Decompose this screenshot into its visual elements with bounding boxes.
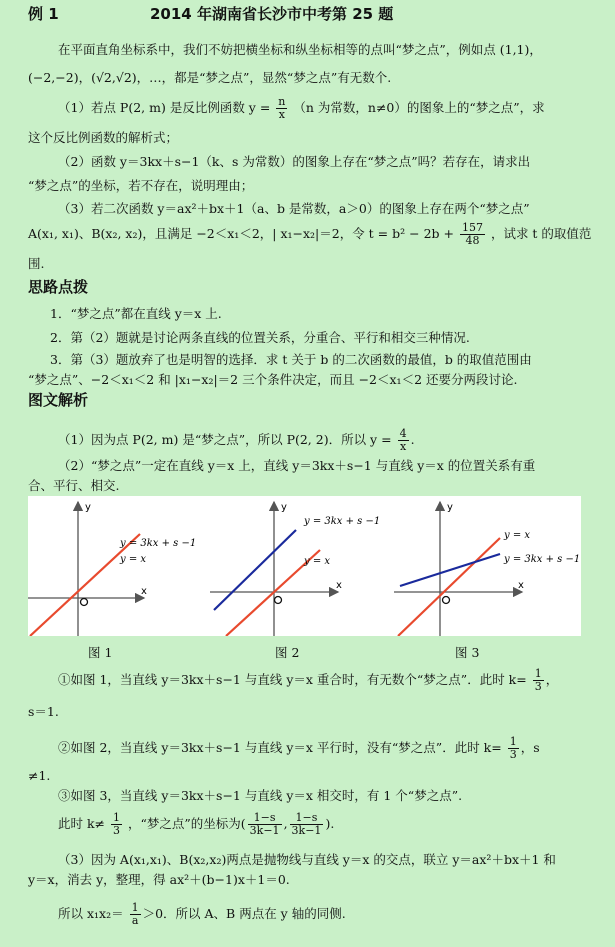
solution-1 [0, 428, 615, 453]
fraction: $\frac{1-s}{3k-1}$ [291, 811, 322, 837]
solution-3-cont: y＝x，消去 y，整理，得 ax²＋(b−1)x＋1＝0. [28, 872, 290, 887]
solution-heading: 图文解析 [28, 391, 89, 409]
axis-label-x: x [141, 586, 147, 597]
solution-3-text: 所以 x₁x₂＝ [58, 906, 124, 921]
problem-intro-1: 在平面直角坐标系中，我们不妨把横坐标和纵坐标相等的点叫“梦之点”，例如点 (1,1)， [58, 42, 542, 57]
comma: , [283, 816, 288, 831]
yx-label: y = x [120, 554, 147, 565]
origin-marker [443, 597, 450, 604]
problem-intro-2: (−2,−2)，(√2,√2)，…，都是“梦之点”，显然“梦之点”有无数个. [28, 70, 392, 85]
case-2-end: ，s [520, 740, 540, 755]
origin-marker [81, 599, 88, 606]
yx-label: y = x [304, 556, 331, 567]
solution-3-text-2: ＞0．所以 A、B 两点在 y 轴的同侧. [142, 906, 346, 921]
case-1 [0, 668, 615, 693]
fraction: $\frac{1}{3}$ [113, 811, 121, 837]
question-3-end: 围. [28, 256, 45, 271]
question-1-cont: 这个反比例函数的解析式； [28, 130, 179, 145]
figure-panel [28, 496, 581, 636]
fraction: $\frac{n}{x}$ [278, 95, 286, 121]
hint-3-cont: “梦之点”、−2＜x₁＜2 和 |x₁−x₂|＝2 三个条件决定，而且 −2＜x₁＜2 还要分两段讨论. [28, 372, 518, 387]
line-label: y = 3kx + s −1 [120, 538, 197, 549]
fraction: $\frac{157}{48}$ [461, 221, 483, 247]
axis-label-y: y [281, 502, 287, 513]
axis-label-x: x [336, 580, 342, 591]
fraction: $\frac{1-s}{3k-1}$ [249, 811, 280, 837]
case-3-text: 此时 k≠ [58, 816, 106, 831]
yx-label: y = x [504, 530, 531, 541]
axis-label-x: x [518, 580, 524, 591]
case-3-text-2: ，“梦之点”的坐标为( [128, 816, 246, 831]
hints-heading: 思路点拨 [28, 278, 89, 296]
solution-1-text: （1）因为点 P(2, m) 是“梦之点”，所以 P(2, 2)．所以 y = [58, 432, 392, 447]
origin-marker [275, 597, 282, 604]
fraction: $\frac{1}{3}$ [509, 735, 517, 761]
solution-2-cont: 合、平行、相交. [28, 478, 120, 493]
figure-1-caption: 图 1 [88, 645, 113, 660]
line-y-equals-x [398, 538, 500, 636]
figure-2-caption: 图 2 [275, 645, 300, 660]
question-1-text: （1）若点 P(2, m) 是反比例函数 y = [58, 100, 271, 115]
question-3: （3）若二次函数 y＝ax²＋bx＋1（a、b 是常数，a＞0）的图象上存在两个“梦之点” [58, 201, 530, 216]
case-3-cont [0, 812, 615, 837]
hint-2: 2．第（2）题就是讨论两条直线的位置关系，分重合、平行和相交三种情况. [50, 330, 470, 345]
line-y-equals-x [30, 534, 140, 636]
figure-1 [28, 496, 581, 636]
question-2-cont: “梦之点”的坐标，若不存在，说明理由； [28, 178, 254, 193]
case-2-cont: ≠1. [28, 768, 51, 783]
case-1-cont: s＝1. [28, 704, 59, 719]
axis-label-y: y [447, 502, 453, 513]
question-1-text-2: （n 为常数，n≠0）的图象上的“梦之点”，求 [293, 100, 545, 115]
fraction: $\frac{1}{a}$ [131, 901, 139, 927]
case-3-end: ). [325, 816, 335, 831]
case-1-end: ， [545, 672, 559, 687]
case-2 [0, 736, 615, 761]
question-3-text: A(x₁, x₁)、B(x₂, x₂)，且满足 −2＜x₁＜2，| x₁−x₂|＝2，令 t = b² − 2b + [28, 226, 454, 241]
line-parallel [214, 530, 296, 610]
solution-3-end [0, 902, 615, 927]
case-2-text: ②如图 2，当直线 y＝3kx＋s−1 与直线 y＝x 平行时，没有“梦之点”．此时 k= [58, 740, 502, 755]
question-2: （2）函数 y＝3kx＋s−1（k、s 为常数）的图象上存在“梦之点”吗？若存在，请求出 [58, 154, 531, 169]
fraction: $\frac{4}{x}$ [399, 427, 407, 453]
question-3-text-2: ，试求 t 的取值范 [490, 226, 592, 241]
page-title: 2014 年湖南省长沙市中考第 25 题 [150, 5, 394, 23]
line-intersecting [400, 554, 500, 586]
case-3: ③如图 3，当直线 y＝3kx＋s−1 与直线 y＝x 相交时，有 1 个“梦之点”. [58, 788, 463, 803]
solution-1-end: . [410, 432, 415, 447]
solution-3: （3）因为 A(x₁,x₁)、B(x₂,x₂)两点是抛物线与直线 y＝x 的交点，联立 y＝ax²＋bx＋1 和 [58, 852, 556, 867]
question-3-cont [0, 222, 615, 247]
question-1 [0, 96, 615, 121]
hint-3: 3．第（3）题放弃了也是明智的选择．求 t 关于 b 的二次函数的最值，b 的取值范围由 [50, 352, 532, 367]
line-label: y = 3kx + s −1 [504, 554, 581, 565]
line-label: y = 3kx + s −1 [304, 516, 381, 527]
case-1-text: ①如图 1，当直线 y＝3kx＋s−1 与直线 y＝x 重合时，有无数个“梦之点”．此时 k= [58, 672, 527, 687]
hint-1: 1．“梦之点”都在直线 y＝x 上. [50, 306, 222, 321]
solution-2: （2）“梦之点”一定在直线 y＝x 上，直线 y＝3kx＋s−1 与直线 y＝x 的位置关系有重 [58, 458, 536, 473]
fraction: $\frac{1}{3}$ [534, 667, 542, 693]
axis-label-y: y [85, 502, 91, 513]
example-label: 例 1 [28, 5, 59, 23]
figure-3-caption: 图 3 [455, 645, 480, 660]
